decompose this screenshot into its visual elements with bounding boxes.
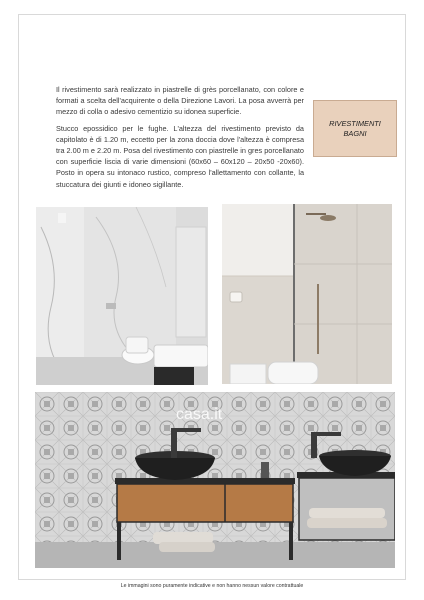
watermark-logo: casa.it	[176, 406, 223, 423]
photo-shower	[222, 204, 392, 384]
body-text	[56, 84, 304, 195]
paragraph-intro: Il rivestimento sarà realizzato in piastrelle di grès porcellanato, con colore e formati a scelta dell'acquirente o della Direzione Lavori. La posa avverrà per mezzo di colla o adesivo cementizio su idonea superficie.	[56, 85, 304, 117]
section-tag-line1: RIVESTIMENTI	[329, 118, 381, 128]
photo-marble-bathroom	[36, 207, 208, 385]
section-tag-line2: BAGNI	[343, 128, 367, 138]
section-tag	[313, 100, 397, 157]
paragraph-details: Stucco epossidico per le fughe. L'altezza del rivestimento previsto da capitolato è di 1.20 m, eccetto per la zona doccia dove l'altezza è compresa tra 2.00 m e 2.20 m. Posa del rivestimento con piastrelle in gres porcellanato con superficie liscia di varie dimensioni (60x60 – 60x120 – 20x50 -20x60). Posto in opera su intonaco rustico, compreso l'allettamento con collante, la stuccatura dei giunti e idoneo sigillante.	[56, 123, 304, 189]
footer-disclaimer: Le immagini sono puramente indicative e non hanno nessun valore contrattuale	[120, 583, 304, 589]
